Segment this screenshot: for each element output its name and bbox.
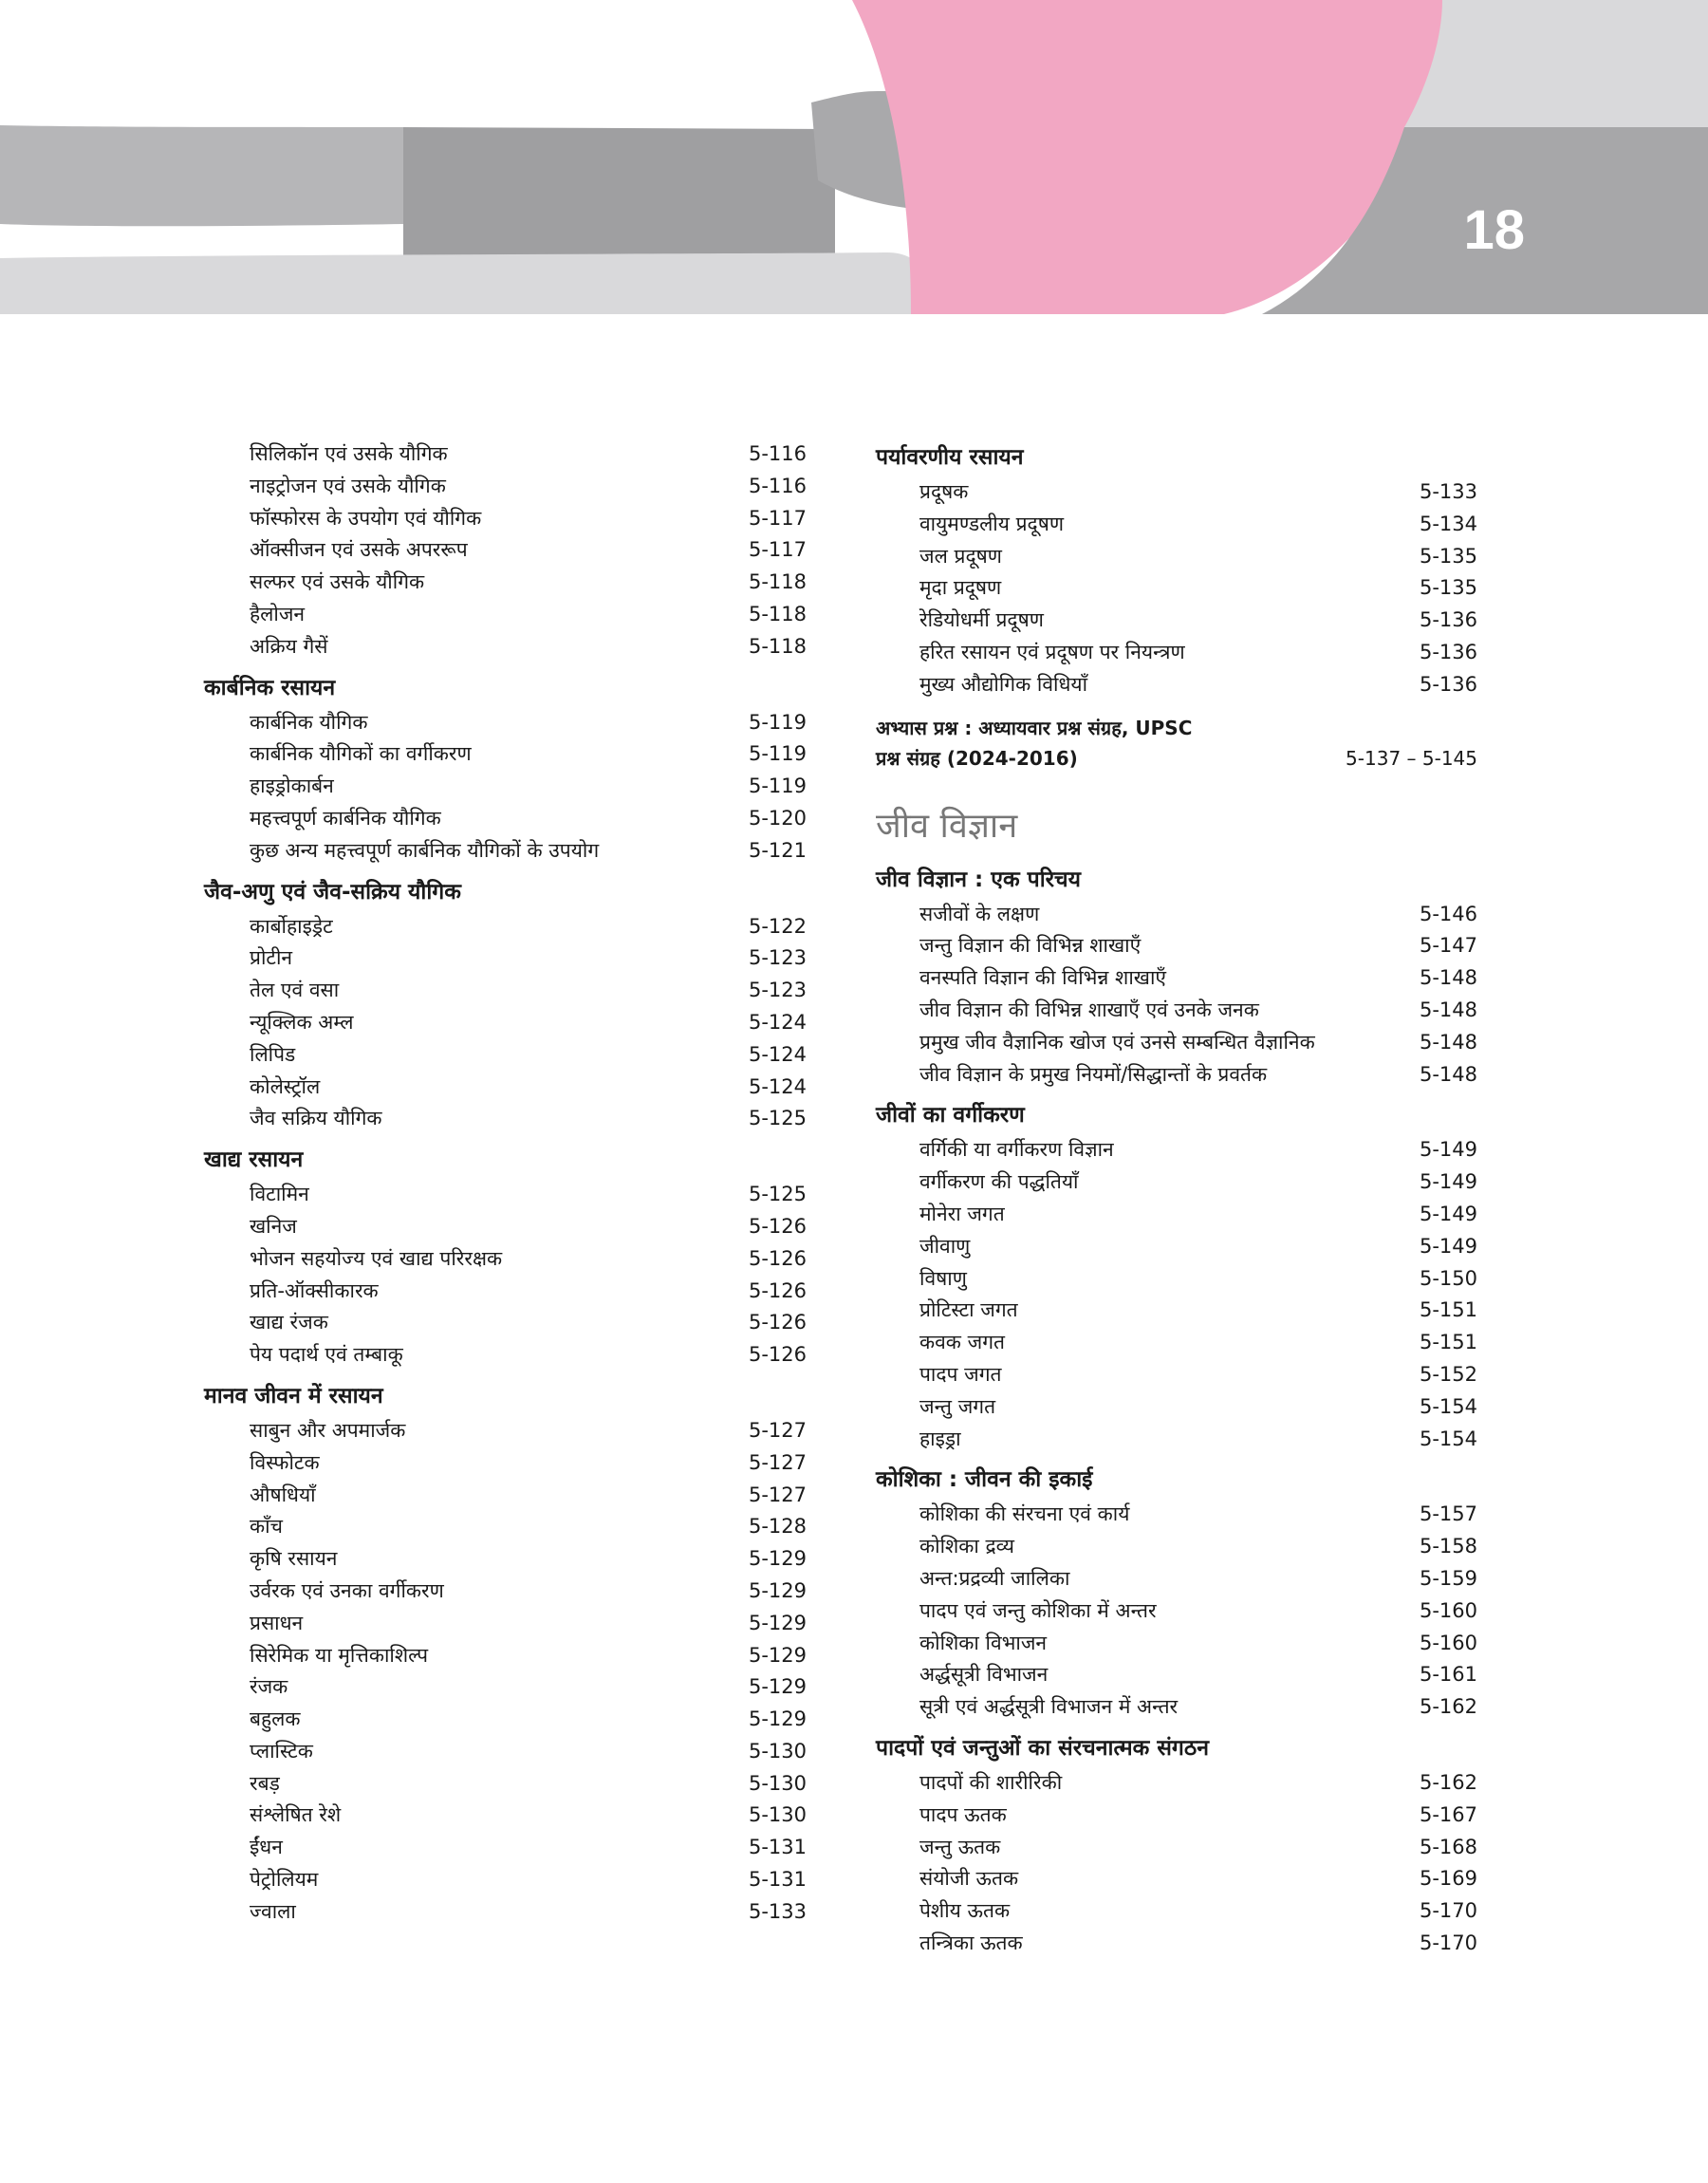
toc-entry[interactable]: उर्वरक एवं उनका वर्गीकरण 5-129 [250,1578,807,1602]
toc-entry[interactable]: ऑक्सीजन एवं उसके अपररूप 5-117 [250,538,807,562]
toc-entry[interactable]: जीव विज्ञान की विभिन्न शाखाएँ एवं उनके जनक 5-148 [919,998,1477,1021]
toc-entry[interactable]: जल प्रदूषण 5-135 [919,544,1477,568]
toc-heading: जीव विज्ञान : एक परिचय [876,867,1082,892]
practice-page-range: 5-137 – 5-145 [1346,746,1477,770]
header-banner [0,0,1708,314]
practice-questions-entry[interactable] [876,713,1477,777]
toc-entry[interactable]: खनिज 5-126 [250,1214,807,1238]
toc-entry[interactable]: सिलिकॉन एवं उसके यौगिक 5-116 [250,442,807,465]
toc-entry[interactable]: वायुमण्डलीय प्रदूषण 5-134 [919,512,1477,535]
practice-line-1: अभ्यास प्रश्न : अध्यायवार प्रश्न संग्रह, UPSC [876,716,1193,739]
toc-heading: पादपों एवं जन्तुओं का संरचनात्मक संगठन [876,1735,1209,1761]
toc-entry[interactable]: काँच 5-128 [250,1515,807,1539]
toc-entry[interactable]: हरित रसायन एवं प्रदूषण पर नियन्त्रण 5-136 [919,640,1477,663]
toc-entry[interactable]: रेडियोधर्मी प्रदूषण 5-136 [919,608,1477,632]
toc-entry[interactable]: रबड़ 5-130 [250,1771,807,1795]
toc-entry[interactable]: कोशिका द्रव्य 5-158 [919,1535,1477,1558]
toc-entry[interactable]: जन्तु जगत 5-154 [919,1394,1477,1418]
toc-entry[interactable]: सूत्री एवं अर्द्धसूत्री विभाजन में अन्तर 5-162 [919,1695,1477,1719]
toc-entry[interactable]: वनस्पति विज्ञान की विभिन्न शाखाएँ 5-148 [919,966,1477,990]
toc-entry[interactable]: मुख्य औद्योगिक विधियाँ 5-136 [919,672,1477,696]
toc-entry[interactable]: प्रोटीन 5-123 [250,946,807,970]
toc-entry[interactable]: मृदा प्रदूषण 5-135 [919,576,1477,600]
section-title: जीव विज्ञान [876,806,1018,846]
toc-entry[interactable]: पादप एवं जन्तु कोशिका में अन्तर 5-160 [919,1598,1477,1622]
toc-entry[interactable]: कार्बनिक यौगिक 5-119 [250,710,807,734]
toc-entry[interactable]: प्लास्टिक 5-130 [250,1739,807,1763]
toc-entry[interactable]: नाइट्रोजन एवं उसके यौगिक 5-116 [250,474,807,497]
toc-entry[interactable]: ज्वाला 5-133 [250,1899,807,1923]
toc-entry[interactable]: पादप जगत 5-152 [919,1362,1477,1386]
toc-entry[interactable]: वर्गिकी या वर्गीकरण विज्ञान 5-149 [919,1138,1477,1162]
toc-entry[interactable]: कृषि रसायन 5-129 [250,1547,807,1571]
toc-entry[interactable]: वर्गीकरण की पद्धतियाँ 5-149 [919,1170,1477,1194]
toc-entry[interactable]: कोलेस्ट्रॉल 5-124 [250,1074,807,1098]
toc-entry[interactable]: अर्द्धसूत्री विभाजन 5-161 [919,1663,1477,1687]
toc-entry[interactable]: कवक जगत 5-151 [919,1331,1477,1354]
toc-entry[interactable]: पेशीय ऊतक 5-170 [919,1899,1477,1923]
toc-entry[interactable]: हाइड्रा 5-154 [919,1427,1477,1450]
toc-entry[interactable]: रंजक 5-129 [250,1675,807,1699]
toc-entry[interactable]: तेल एवं वसा 5-123 [250,979,807,1002]
toc-entry[interactable]: न्यूक्लिक अम्ल 5-124 [250,1010,807,1034]
practice-line-2: प्रश्न संग्रह (2024-2016) [876,746,1078,770]
toc-entry[interactable]: अक्रिय गैसें 5-118 [250,634,807,658]
toc-entry[interactable]: खाद्य रंजक 5-126 [250,1311,807,1334]
toc-entry[interactable]: विषाणु 5-150 [919,1266,1477,1290]
toc-entry[interactable]: बहुलक 5-129 [250,1707,807,1731]
toc-left-column [204,438,807,1929]
toc-entry[interactable]: विस्फोटक 5-127 [250,1450,807,1474]
toc-entry[interactable]: अन्त:प्रद्रव्यी जालिका 5-159 [919,1566,1477,1590]
toc-entry[interactable]: प्रसाधन 5-129 [250,1611,807,1634]
toc-group [204,438,807,663]
toc-entry[interactable]: कार्बोहाइड्रेट 5-122 [250,914,807,938]
toc-entry[interactable]: प्रति-ऑक्सीकारक 5-126 [250,1278,807,1302]
toc-entry[interactable]: मोनेरा जगत 5-149 [919,1202,1477,1225]
toc-entry[interactable]: ईंधन 5-131 [250,1836,807,1859]
toc-entry[interactable]: संयोजी ऊतक 5-169 [919,1867,1477,1891]
toc-entry[interactable]: जन्तु ऊतक 5-168 [919,1835,1477,1858]
toc-entry[interactable]: संश्लेषित रेशे 5-130 [250,1803,807,1827]
toc-entry[interactable]: कोशिका की संरचना एवं कार्य 5-157 [919,1502,1477,1526]
toc-entry[interactable]: प्रोटिस्टा जगत 5-151 [919,1298,1477,1322]
toc-entry[interactable]: हाइड्रोकार्बन 5-119 [250,774,807,798]
toc-entry[interactable]: प्रदूषक 5-133 [919,480,1477,503]
toc-heading: कार्बनिक रसायन [204,675,336,700]
toc-heading: खाद्य रसायन [204,1147,304,1173]
toc-entry[interactable]: पेट्रोलियम 5-131 [250,1868,807,1892]
toc-entry[interactable]: कुछ अन्य महत्त्वपूर्ण कार्बनिक यौगिकों के उपयोग 5-121 [250,838,807,862]
toc-entry[interactable]: महत्त्वपूर्ण कार्बनिक यौगिक 5-120 [250,806,807,830]
page-number: 18 [1463,199,1525,261]
toc-entry[interactable]: पादप ऊतक 5-167 [919,1802,1477,1826]
toc-entry[interactable]: हैलोजन 5-118 [250,602,807,625]
toc-entry[interactable]: औषधियाँ 5-127 [250,1483,807,1506]
toc-entry[interactable]: सल्फर एवं उसके यौगिक 5-118 [250,570,807,594]
toc-heading: पर्यावरणीय रसायन [876,445,1024,470]
toc-entry[interactable]: जन्तु विज्ञान की विभिन्न शाखाएँ 5-147 [919,934,1477,958]
toc-heading: जीवों का वर्गीकरण [876,1103,1025,1129]
toc-entry[interactable]: पादपों की शारीरिकी 5-162 [919,1770,1477,1794]
toc-entry[interactable]: तन्त्रिका ऊतक 5-170 [919,1931,1477,1954]
toc-entry[interactable]: जीवाणु 5-149 [919,1234,1477,1258]
toc-entry[interactable]: साबुन और अपमार्जक 5-127 [250,1418,807,1442]
toc-entry[interactable]: भोजन सहयोज्य एवं खाद्य परिरक्षक 5-126 [250,1246,807,1270]
toc-entry[interactable]: विटामिन 5-125 [250,1183,807,1206]
toc-entry[interactable]: फॉस्फोरस के उपयोग एवं यौगिक 5-117 [250,506,807,530]
toc-entry[interactable]: सजीवों के लक्षण 5-146 [919,902,1477,925]
toc-right-column [876,438,1477,1960]
toc-entry[interactable]: जैव सक्रिय यौगिक 5-125 [250,1107,807,1130]
toc-entry[interactable]: सिरेमिक या मृत्तिकाशिल्प 5-129 [250,1643,807,1667]
toc-entry[interactable]: पेय पदार्थ एवं तम्बाकू 5-126 [250,1343,807,1367]
toc-entry[interactable]: जीव विज्ञान के प्रमुख नियमों/सिद्धान्तों के प्रवर्तक 5-148 [919,1062,1477,1086]
toc-entry[interactable]: कोशिका विभाजन 5-160 [919,1631,1477,1654]
toc-entry[interactable]: लिपिड 5-124 [250,1042,807,1066]
toc-heading: जैव-अणु एवं जैव-सक्रिय यौगिक [204,879,461,905]
toc-heading: मानव जीवन में रसायन [204,1383,383,1409]
toc-heading: कोशिका : जीवन की इकाई [876,1467,1093,1493]
toc-entry[interactable]: प्रमुख जीव वैज्ञानिक खोज एवं उनसे सम्बन्धित वैज्ञानिक 5-148 [919,1030,1477,1054]
toc-entry[interactable]: कार्बनिक यौगिकों का वर्गीकरण 5-119 [250,742,807,766]
